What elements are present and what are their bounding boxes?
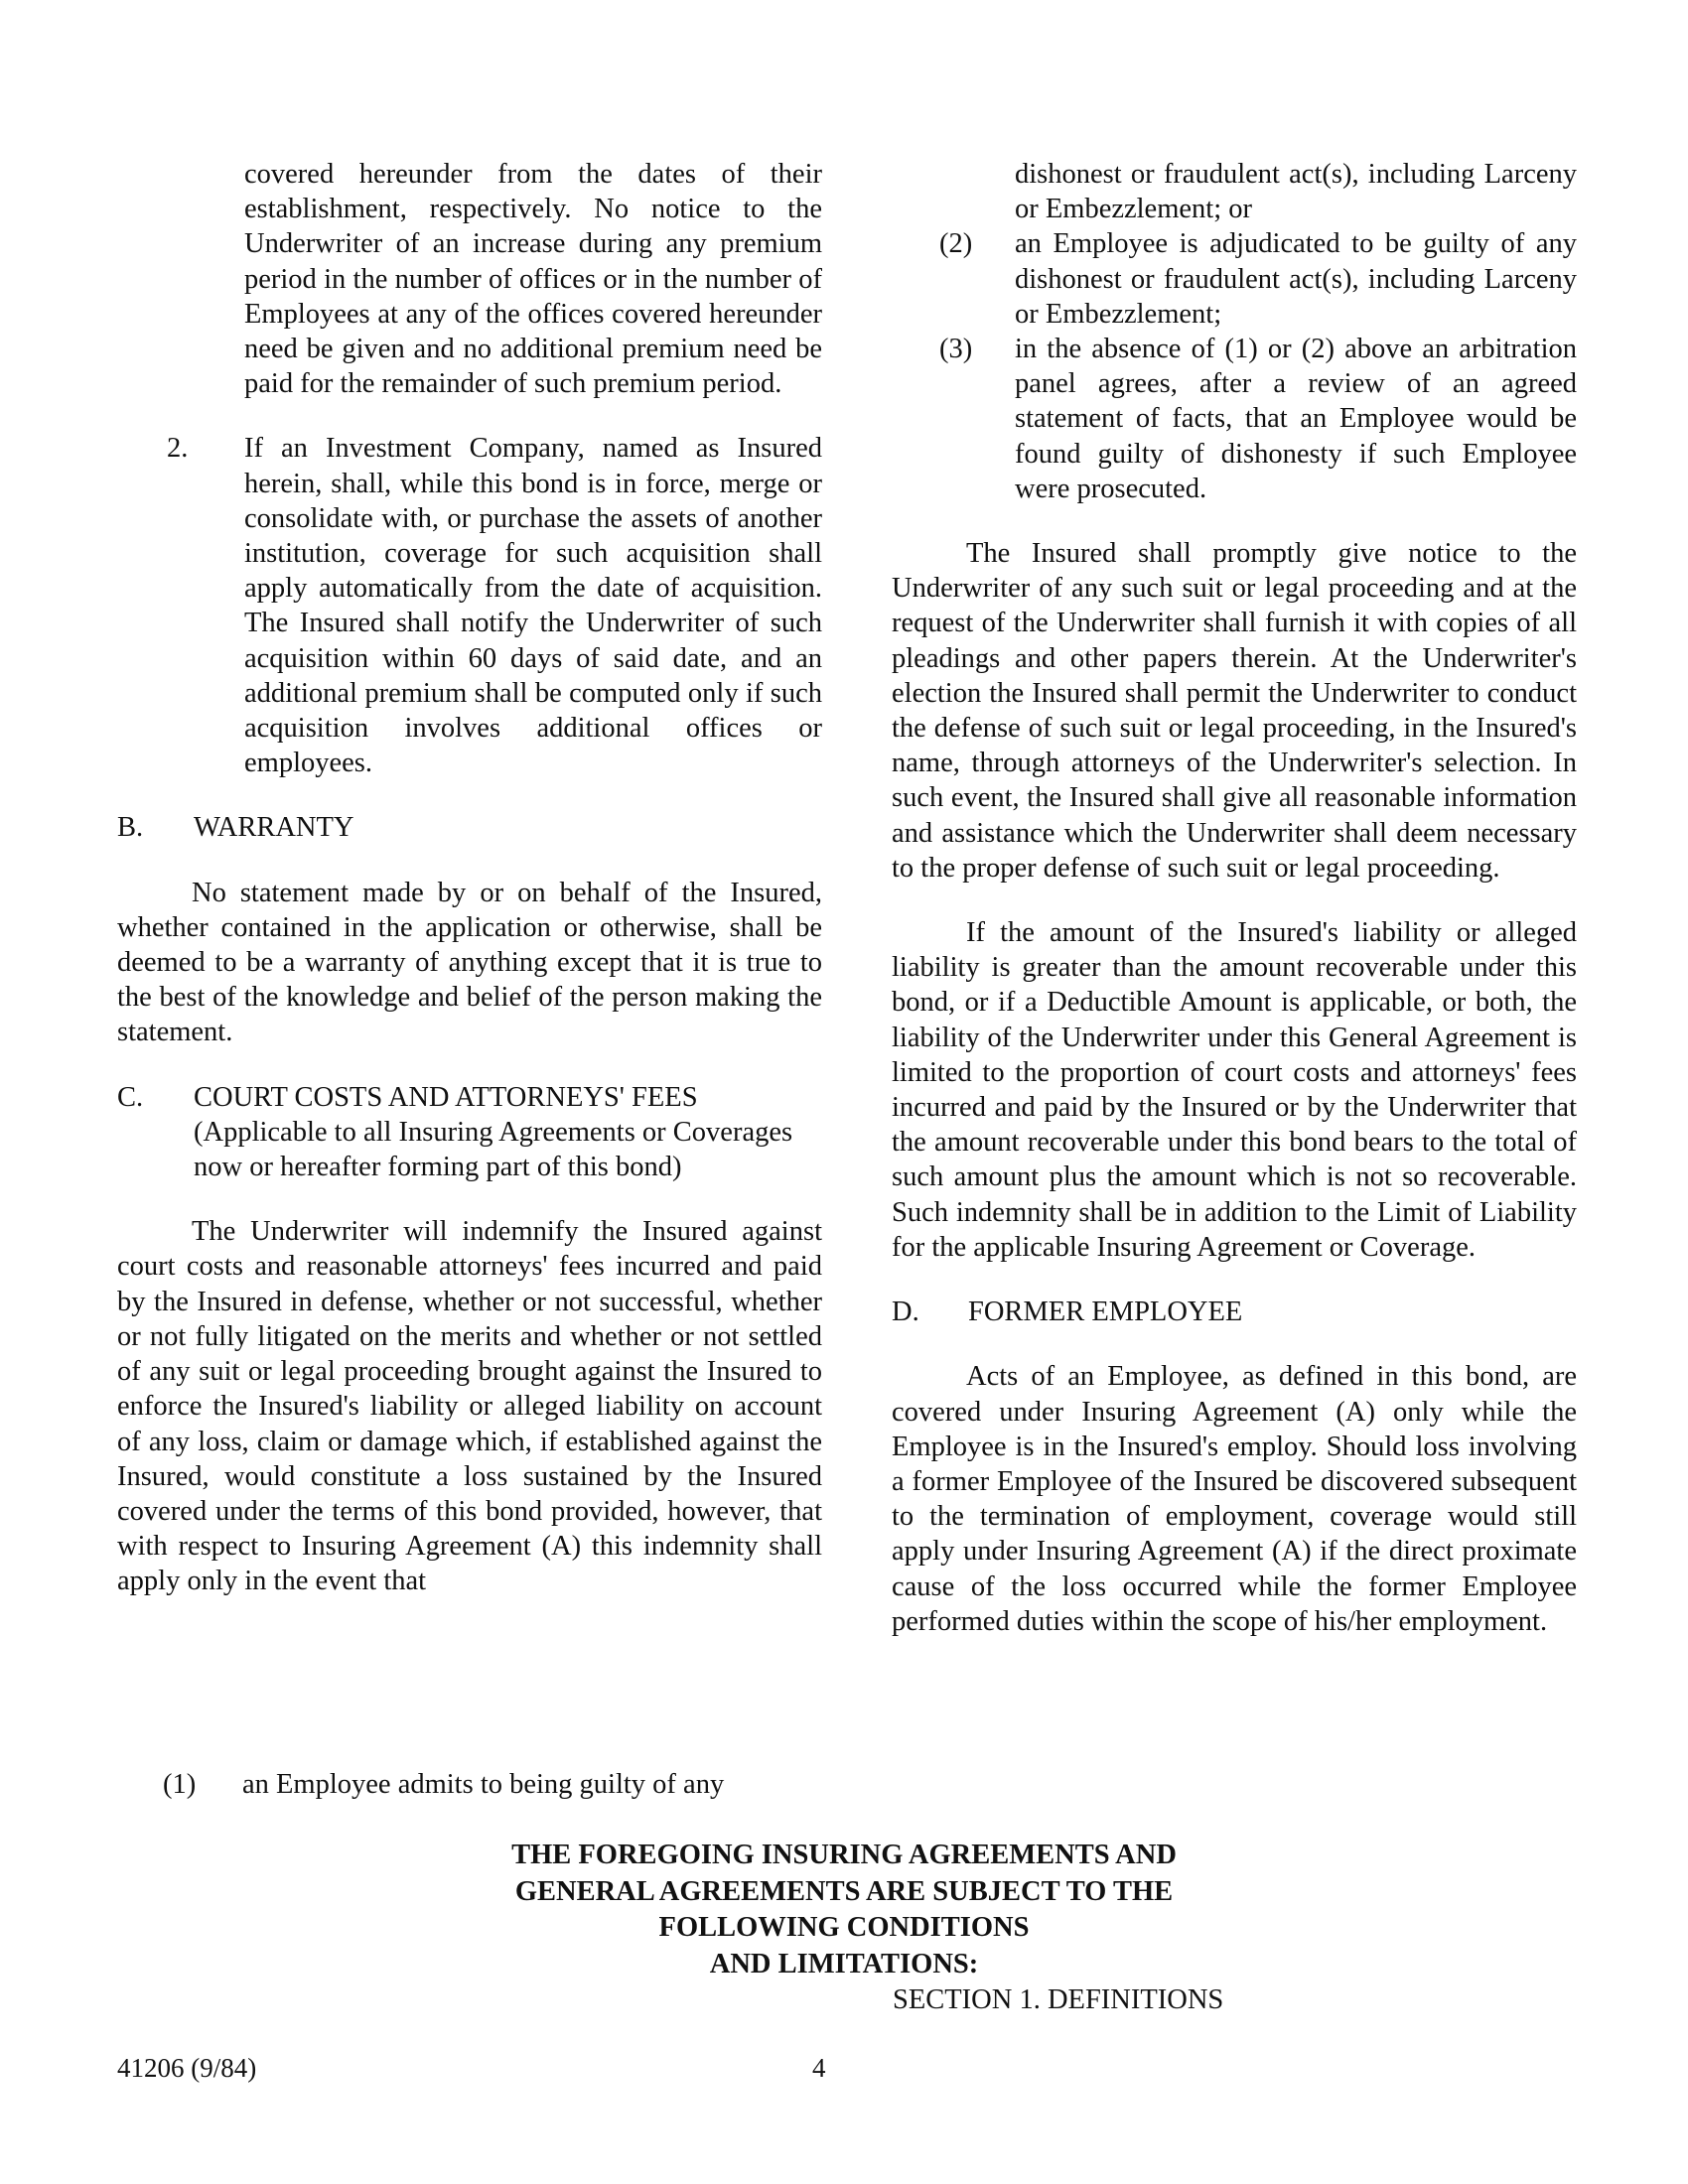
section-title: FORMER EMPLOYEE: [968, 1297, 1243, 1328]
continued-paragraph: covered hereunder from the dates of their establishment, respectively. No notice to the Underwriter of an increase during any premium period in the number of offices or in the number of Employees at any of the offices covered hereunder need be given and no additional premium need be paid for the remainder of such premium period.: [244, 159, 822, 400]
list-text: in the absence of (1) or (2) above an arbitration panel agrees, after a review of an agreed statement of facts, that an Employee would be found guilty of dishonesty if such Employee were prosecuted.: [1015, 334, 1577, 504]
section-letter: D.: [892, 1297, 919, 1328]
liability-paragraph: If the amount of the Insured's liability or alleged liability is greater than the amount recoverable under this bond, or if a Deductible Amount is applicable, or both, the liability of the Underwriter under this General Agreement is limited to the proportion of court costs and attorneys' fees incurred and paid by the Insured or by the Underwriter that the amount recoverable under this bond bears to the total of such amount plus the amount which is not so recoverable. Such indemnity shall be in addition to the Limit of Liability for the applicable Insuring Agreement or Coverage.: [892, 917, 1577, 1263]
closing-line: GENERAL AGREEMENTS ARE SUBJECT TO THE: [514, 1875, 1174, 1907]
closing-line: THE FOREGOING INSURING AGREEMENTS AND: [511, 1840, 1177, 1870]
section-1-title: SECTION 1. DEFINITIONS: [893, 1984, 1224, 2015]
left-column: [117, 157, 822, 1599]
section-b-body: No statement made by or on behalf of the Insured, whether contained in the application or otherwise, shall be deemed to be a warranty of anything except that it is true to the best of the knowledge and belief of the person making the statement.: [117, 877, 822, 1048]
list-item-3: [892, 332, 1577, 506]
list-item-1: [163, 1767, 724, 1802]
closing-line: AND LIMITATIONS:: [709, 1948, 979, 1979]
closing-statement: [397, 1838, 1291, 1982]
section-title: COURT COSTS AND ATTORNEYS' FEES: [194, 1081, 698, 1113]
section-c-heading: [117, 1080, 822, 1185]
section-b-heading: [117, 810, 822, 845]
list-item-2: [892, 226, 1577, 332]
page-number: 4: [812, 2053, 826, 2083]
section-c-body: The Underwriter will indemnify the Insured against court costs and reasonable attorneys' fees incurred and paid by the Insured in defense, whether or not successful, whether or not fully litigated on the merits and whether or not settled of any suit or legal proceeding brought against the Insured to enforce the Insured's liability or alleged liability on account of any loss, claim or damage which, if established against the Insured, would constitute a loss sustained by the Insured covered under the terms of this bond provided, however, that with respect to Insuring Agreement (A) this indemnity shall apply only in the event that: [117, 1216, 822, 1597]
notice-paragraph: The Insured shall promptly give notice to the Underwriter of any such suit or legal proceeding and at the request of the Underwriter shall furnish it with copies of all pleadings and other papers therein. At the Underwriter's election the Insured shall permit the Underwriter to conduct the defense of such suit or legal proceeding, in the Insured's name, through attorneys of the Underwriter's selection. In such event, the Insured shall give all reasonable information and assistance which the Underwriter shall deem necessary to the proper defense of such suit or legal proceeding.: [892, 538, 1577, 884]
section-d-body: Acts of an Employee, as defined in this bond, are covered under Insuring Agreement (A) only while the Employee is in the Insured's employ. Should loss involving a former Employee of the Insured be discovered subsequent to the termination of employment, coverage would still apply under Insuring Agreement (A) if the direct proximate cause of the loss occurred while the former Employee performed duties within the scope of his/her employment.: [892, 1361, 1577, 1637]
item-number: 2.: [167, 433, 189, 465]
list-number: (2): [939, 228, 973, 260]
list-item-1-continued: dishonest or fraudulent act(s), including Larceny or Embezzlement; or: [1015, 159, 1577, 225]
list-text: an Employee is adjudicated to be guilty of any dishonest or fraudulent act(s), including Larceny or Embezzlement;: [1015, 228, 1577, 330]
section-subtitle: (Applicable to all Insuring Agreements or Coverages now or hereafter forming part of this bond): [194, 1116, 793, 1183]
section-letter: B.: [117, 812, 144, 844]
section-c-title-block: [194, 1080, 822, 1185]
list-number: (1): [163, 1769, 197, 1800]
list-text: an Employee admits to being guilty of any: [242, 1769, 725, 1800]
item-text: If an Investment Company, named as Insured herein, shall, while this bond is in force, merge or consolidate with, or purchase the assets of another institution, coverage for such acquisition shall apply automatically from the date of acquisition. The Insured shall notify the Underwriter of such acquisition within 60 days of said date, and an additional premium shall be computed only if such acquisition involves additional offices or employees.: [244, 433, 822, 779]
numbered-item-2: [117, 431, 822, 780]
form-code: 41206 (9/84): [117, 2053, 257, 2083]
section-d-heading: [892, 1295, 1577, 1329]
list-number: (3): [939, 334, 973, 365]
section-title: WARRANTY: [194, 812, 354, 844]
section-letter: C.: [117, 1081, 144, 1113]
closing-line: FOLLOWING CONDITIONS: [658, 1912, 1030, 1943]
right-column: [892, 157, 1577, 1639]
